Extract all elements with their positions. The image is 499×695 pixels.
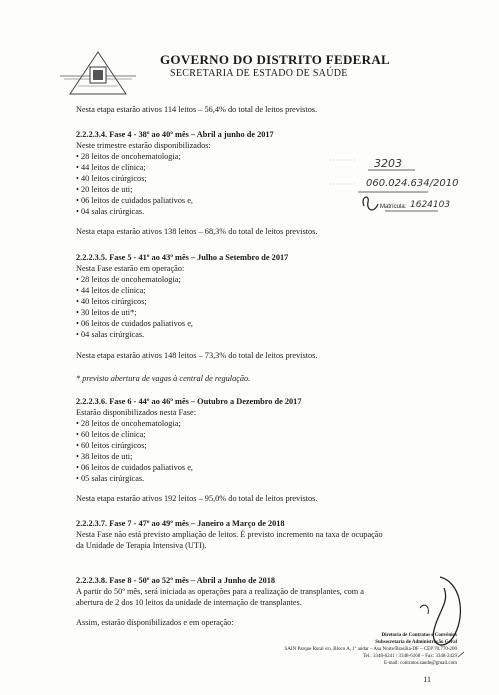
section-heading: 2.2.2.3.8. Fase 8 - 50º ao 52º mês – Abril a Junho de 2018 bbox=[76, 576, 276, 585]
list-item: • 60 leitos cirúrgicos; bbox=[76, 441, 147, 450]
org-title: GOVERNO DO DISTRITO FEDERAL bbox=[160, 52, 390, 67]
section-intro: Estarão disponibilizados nesta Fase: bbox=[76, 408, 197, 417]
section-intro: Neste trimestre estarão disponibilizados: bbox=[76, 141, 211, 150]
section-heading: 2.2.2.3.7. Fase 7 - 47º ao 49º mês – Janeiro a Março de 2018 bbox=[76, 519, 285, 528]
stamp-process: 060.024.634/2010 bbox=[366, 178, 459, 189]
list-item: • 44 leitos de clínica; bbox=[76, 286, 146, 295]
section-note: * previsto abertura de vagas à central de regulação. bbox=[76, 374, 251, 383]
list-item: • 28 leitos de oncohematologia; bbox=[76, 419, 181, 428]
list-item: • 20 leitos de uti; bbox=[76, 185, 133, 194]
list-item: • 38 leitos de uti; bbox=[76, 452, 133, 461]
footer-address: SAIN Parque Rural s/n. Bloco A, 1º andar – Asa Norte/Brasília-DF – CEP 70.770-200 bbox=[284, 647, 457, 652]
footer-dept1: Diretoria de Contratos e Convênios bbox=[381, 633, 457, 638]
section-heading: 2.2.2.3.5. Fase 5 - 41º ao 43º mês – Julho a Setembro de 2017 bbox=[76, 253, 289, 262]
section-text: Assim, estarão disponibilizados e em operação: bbox=[76, 618, 234, 627]
list-item: • 06 leitos de cuidados paliativos e, bbox=[76, 196, 193, 205]
section-summary: Nesta etapa estarão ativos 148 leitos – 73,3% do total de leitos previstos. bbox=[76, 351, 318, 360]
footer-dept2: Subsecretaria de Administração Geral bbox=[375, 640, 457, 645]
list-item: • 28 leitos de oncohematologia; bbox=[76, 275, 181, 284]
section-heading: 2.2.2.3.4. Fase 4 - 38º ao 40º mês – Abril a junho de 2017 bbox=[76, 130, 274, 139]
footer-email: E-mail: contratos.saude@gmail.com bbox=[383, 661, 457, 666]
list-item: • 06 leitos de cuidados paliativos e, bbox=[76, 319, 193, 328]
list-item: • 05 salas cirúrgicas. bbox=[76, 474, 145, 483]
list-item: • 04 salas cirúrgicas. bbox=[76, 207, 145, 216]
list-item: • 30 leitos de uti*; bbox=[76, 308, 137, 317]
section-summary: Nesta etapa estarão ativos 192 leitos – 95,0% do total de leitos previstos. bbox=[76, 494, 318, 503]
list-item: • 60 leitos de clínica; bbox=[76, 430, 146, 439]
list-item: • 40 leitos cirúrgicos; bbox=[76, 174, 147, 183]
list-item: • 28 leitos de oncohematologia; bbox=[76, 152, 181, 161]
stamp-matricula-value: 1624103 bbox=[410, 200, 451, 210]
section-heading: 2.2.2.3.6. Fase 6 - 44º ao 46º mês – Outubro a Dezembro de 2017 bbox=[76, 397, 302, 406]
list-item: • 06 leitos de cuidados paliativos e, bbox=[76, 463, 193, 472]
page-number: 11 bbox=[423, 675, 431, 684]
section-text: A partir do 50º mês, será iniciada as operações para a realização de transplantes, com a bbox=[76, 587, 364, 596]
section-text: da Unidade de Terapia Intensiva (UTI). bbox=[76, 541, 207, 550]
section-text: Nesta Fase não está previsto ampliação de leitos. É previsto incremento na taxa de ocupação bbox=[76, 530, 383, 539]
footer-phone: Tel.: 3348-6241 / 3348-6168 – Fax: 3348-2429 bbox=[362, 654, 457, 659]
section-summary: Nesta etapa estarão ativos 138 leitos – 68,3% do total de leitos previstos. bbox=[76, 227, 318, 236]
section-text: abertura de 2 dos 10 leitos da unidade de internação de transplantes. bbox=[76, 598, 302, 607]
org-subtitle: SECRETARIA DE ESTADO DE SAÚDE bbox=[170, 68, 348, 79]
list-item: • 44 leitos de clínica; bbox=[76, 163, 146, 172]
stamp-matricula-label: Matrícula: bbox=[380, 204, 407, 210]
section-intro: Nesta Fase estarão em operação: bbox=[76, 264, 185, 273]
gdf-coat-of-arms-icon bbox=[58, 50, 138, 100]
list-item: • 40 leitos cirúrgicos; bbox=[76, 297, 147, 306]
intro-paragraph: Nesta etapa estarão ativos 114 leitos – 56,4% do total de leitos previstos. bbox=[76, 105, 318, 114]
stamp-number: 3203 bbox=[374, 157, 402, 170]
protocol-stamp bbox=[330, 148, 459, 218]
list-item: • 04 salas cirúrgicas. bbox=[76, 330, 145, 339]
